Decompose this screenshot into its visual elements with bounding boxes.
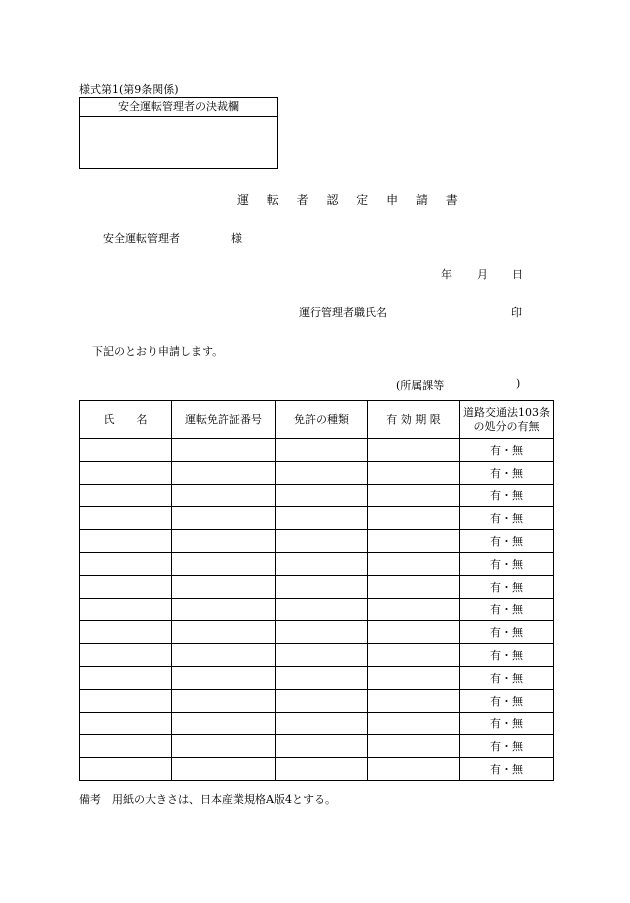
expiry-cell[interactable]: [368, 439, 460, 462]
license-type-cell[interactable]: [276, 461, 368, 484]
license-type-cell[interactable]: [276, 507, 368, 530]
header-disposition: 道路交通法103条の処分の有無: [460, 401, 554, 439]
remarks-note: 備考 用紙の大きさは、日本産業規格A版4とする。: [79, 793, 336, 806]
license-type-cell[interactable]: [276, 575, 368, 598]
table-row: [80, 552, 554, 575]
table-row: [80, 712, 554, 735]
expiry-cell[interactable]: [368, 461, 460, 484]
table-row: [80, 598, 554, 621]
license-number-cell[interactable]: [172, 712, 276, 735]
license-type-cell[interactable]: [276, 758, 368, 781]
license-number-cell[interactable]: [172, 439, 276, 462]
disposition-status-cell[interactable]: 有・無: [460, 735, 554, 758]
expiry-cell[interactable]: [368, 484, 460, 507]
driver-table: [79, 400, 554, 781]
name-cell[interactable]: [80, 439, 172, 462]
name-cell[interactable]: [80, 461, 172, 484]
license-type-cell[interactable]: [276, 484, 368, 507]
license-type-cell[interactable]: [276, 552, 368, 575]
name-cell[interactable]: [80, 507, 172, 530]
name-cell[interactable]: [80, 712, 172, 735]
license-number-cell[interactable]: [172, 644, 276, 667]
expiry-cell[interactable]: [368, 735, 460, 758]
department-close-paren: ): [516, 377, 521, 390]
expiry-cell[interactable]: [368, 552, 460, 575]
disposition-status-cell[interactable]: 有・無: [460, 598, 554, 621]
date-year-label: 年: [441, 268, 452, 281]
license-number-cell[interactable]: [172, 735, 276, 758]
signature-label: 運行管理者職氏名: [299, 306, 387, 319]
disposition-status-cell[interactable]: 有・無: [460, 575, 554, 598]
name-cell[interactable]: [80, 735, 172, 758]
expiry-cell[interactable]: [368, 530, 460, 553]
license-number-cell[interactable]: [172, 575, 276, 598]
table-row: [80, 758, 554, 781]
table-row: [80, 439, 554, 462]
table-row: [80, 666, 554, 689]
license-number-cell[interactable]: [172, 621, 276, 644]
license-type-cell[interactable]: [276, 439, 368, 462]
license-type-cell[interactable]: [276, 666, 368, 689]
name-cell[interactable]: [80, 575, 172, 598]
table-row: [80, 735, 554, 758]
disposition-status-cell[interactable]: 有・無: [460, 644, 554, 667]
disposition-status-cell[interactable]: 有・無: [460, 484, 554, 507]
disposition-status-cell[interactable]: 有・無: [460, 439, 554, 462]
license-number-cell[interactable]: [172, 484, 276, 507]
disposition-status-cell[interactable]: 有・無: [460, 712, 554, 735]
disposition-status-cell[interactable]: 有・無: [460, 758, 554, 781]
table-row: [80, 507, 554, 530]
table-row: [80, 484, 554, 507]
license-number-cell[interactable]: [172, 758, 276, 781]
table-row: [80, 530, 554, 553]
expiry-cell[interactable]: [368, 507, 460, 530]
header-license-number: 運転免許証番号: [172, 401, 276, 439]
seal-label: 印: [511, 306, 522, 319]
name-cell[interactable]: [80, 666, 172, 689]
name-cell[interactable]: [80, 758, 172, 781]
table-row: [80, 575, 554, 598]
license-number-cell[interactable]: [172, 598, 276, 621]
disposition-status-cell[interactable]: 有・無: [460, 666, 554, 689]
document-title: 運 転 者 認 定 申 請 書: [237, 193, 465, 207]
approval-box-header: 安全運転管理者の決裁欄: [80, 98, 277, 117]
disposition-status-cell[interactable]: 有・無: [460, 507, 554, 530]
name-cell[interactable]: [80, 598, 172, 621]
request-statement: 下記のとおり申請します。: [92, 345, 224, 358]
department-label: (所属課等: [396, 379, 445, 392]
date-month-label: 月: [477, 268, 488, 281]
license-number-cell[interactable]: [172, 689, 276, 712]
table-row: [80, 644, 554, 667]
expiry-cell[interactable]: [368, 758, 460, 781]
disposition-status-cell[interactable]: 有・無: [460, 552, 554, 575]
expiry-cell[interactable]: [368, 689, 460, 712]
expiry-cell[interactable]: [368, 666, 460, 689]
expiry-cell[interactable]: [368, 598, 460, 621]
license-type-cell[interactable]: [276, 644, 368, 667]
expiry-cell[interactable]: [368, 621, 460, 644]
license-number-cell[interactable]: [172, 461, 276, 484]
license-number-cell[interactable]: [172, 530, 276, 553]
name-cell[interactable]: [80, 484, 172, 507]
license-type-cell[interactable]: [276, 598, 368, 621]
license-type-cell[interactable]: [276, 621, 368, 644]
name-cell[interactable]: [80, 530, 172, 553]
name-cell[interactable]: [80, 552, 172, 575]
license-number-cell[interactable]: [172, 666, 276, 689]
approval-box: [79, 97, 278, 169]
date-day-label: 日: [512, 268, 523, 281]
license-type-cell[interactable]: [276, 689, 368, 712]
header-name: 氏 名: [80, 401, 172, 439]
form-number-label: 様式第1(第9条関係): [79, 83, 179, 96]
table-row: [80, 461, 554, 484]
disposition-status-cell[interactable]: 有・無: [460, 530, 554, 553]
expiry-cell[interactable]: [368, 712, 460, 735]
expiry-cell[interactable]: [368, 644, 460, 667]
table-row: [80, 621, 554, 644]
disposition-status-cell[interactable]: 有・無: [460, 621, 554, 644]
expiry-cell[interactable]: [368, 575, 460, 598]
disposition-status-cell[interactable]: 有・無: [460, 689, 554, 712]
license-type-cell[interactable]: [276, 712, 368, 735]
name-cell[interactable]: [80, 621, 172, 644]
license-type-cell[interactable]: [276, 735, 368, 758]
license-number-cell[interactable]: [172, 552, 276, 575]
table-header-row: [80, 401, 554, 439]
license-number-cell[interactable]: [172, 507, 276, 530]
license-type-cell[interactable]: [276, 530, 368, 553]
disposition-status-cell[interactable]: 有・無: [460, 461, 554, 484]
header-expiry: 有 効 期 限: [368, 401, 460, 439]
addressee-name: 安全運転管理者: [103, 232, 180, 245]
name-cell[interactable]: [80, 644, 172, 667]
header-license-type: 免許の種類: [276, 401, 368, 439]
addressee-suffix: 様: [231, 232, 242, 245]
name-cell[interactable]: [80, 689, 172, 712]
table-row: [80, 689, 554, 712]
